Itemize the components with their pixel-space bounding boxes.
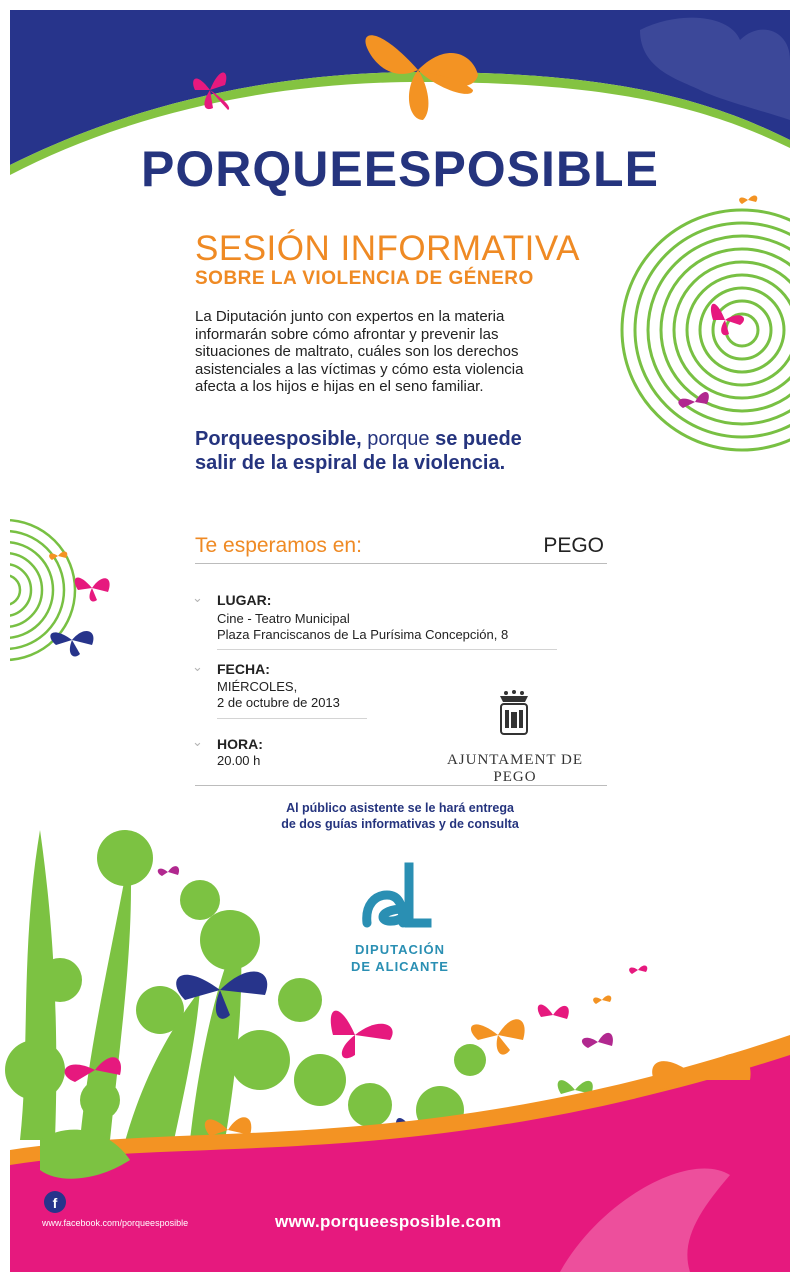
slogan: [195, 427, 615, 475]
orange-butterfly-small-bottom-icon: [593, 996, 611, 1004]
green-foliage: [5, 830, 486, 1160]
divider: [195, 785, 607, 786]
town-name: PEGO: [543, 534, 604, 557]
intro-line: asistenciales a las víctimas y cómo esta violencia: [195, 360, 524, 378]
diputacion-name: [300, 941, 500, 975]
date-line2: 2 de octubre de 2013: [217, 695, 340, 710]
intro-line: La Diputación junto con expertos en la materia: [195, 308, 505, 325]
diputacion-logo-icon: [367, 867, 427, 923]
slogan-brand: Porqueesposible,: [195, 428, 362, 450]
note-line1: Al público asistente se le hará entrega: [286, 801, 514, 815]
right-spiral-icon: [622, 210, 800, 450]
intro-line: afecta a los hijos e hijas en el seno familiar.: [195, 378, 484, 395]
time-value: 20.00 h: [217, 753, 261, 768]
diputacion-line1: DIPUTACIÓN: [355, 942, 445, 957]
divider: [195, 563, 607, 564]
website-link[interactable]: www.porqueesposible.com: [275, 1212, 502, 1231]
slogan-line2: salir de la espiral de la violencia.: [195, 452, 506, 474]
navy-butterfly-left-icon: [50, 631, 93, 657]
place-line2: Plaza Franciscanos de La Purísima Concepción, 8: [217, 627, 509, 642]
page-title: PORQUEESPOSIBLE: [141, 141, 659, 197]
note: [200, 800, 600, 832]
slogan-part: se puede: [435, 428, 522, 450]
date-line1: MIÉRCOLES,: [217, 679, 298, 694]
chevron-down-icon: ⌄: [192, 590, 203, 605]
magenta-butterfly-bottom-1-icon: [331, 1011, 393, 1059]
intro-line: situaciones de maltrato, cuáles son los derechos: [195, 343, 519, 360]
wait-label: Te esperamos en:: [195, 534, 362, 557]
magenta-butterfly-bottom-2-icon: [538, 1004, 569, 1019]
session-subtitle: SOBRE LA VIOLENCIA DE GÉNERO: [195, 268, 534, 289]
chevron-down-icon: ⌄: [192, 734, 203, 749]
chevron-down-icon: ⌄: [192, 659, 203, 674]
magenta-butterfly-right-icon: [711, 304, 744, 335]
intro-paragraph: [195, 308, 609, 396]
session-title: SESIÓN INFORMATIVA: [195, 229, 580, 268]
purple-butterfly-small-left-icon: [158, 866, 179, 876]
magenta-butterfly-far-right-icon: [629, 966, 647, 974]
divider: [217, 649, 557, 650]
facebook-link[interactable]: www.facebook.com/porqueesposible: [42, 1218, 189, 1228]
ayuntamiento-name: AJUNTAMENT DE PEGO: [446, 752, 584, 785]
diputacion-line2: DE ALICANTE: [351, 959, 449, 974]
intro-line: informarán sobre cómo afrontar y prevenir las: [195, 325, 499, 343]
place-line1: Cine - Teatro Municipal: [217, 611, 350, 626]
place-label: LUGAR:: [217, 592, 272, 608]
ayuntamiento-crest-icon: [500, 690, 528, 734]
svg-text:f: f: [52, 1195, 58, 1211]
divider: [217, 718, 367, 719]
purple-butterfly-bottom-icon: [582, 1033, 613, 1048]
slogan-part: porque: [361, 428, 436, 450]
time-label: HORA:: [217, 736, 263, 752]
magenta-butterfly-left-icon: [75, 577, 110, 601]
note-line2: de dos guías informativas y de consulta: [281, 817, 519, 831]
date-label: FECHA:: [217, 661, 270, 677]
